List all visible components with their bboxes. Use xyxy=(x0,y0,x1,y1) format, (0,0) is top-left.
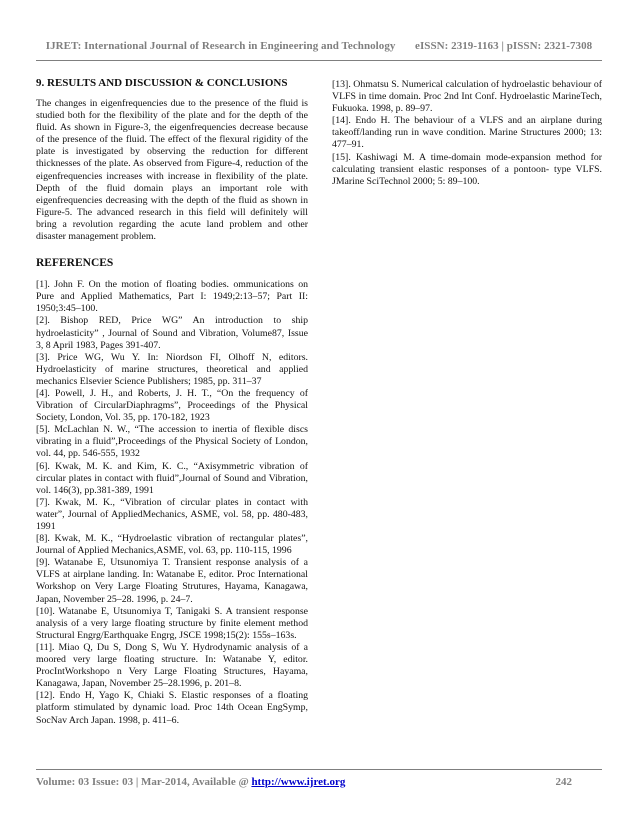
journal-title: IJRET: International Journal of Research in Engineering and Technology xyxy=(45,40,396,52)
reference-item: [14]. Endo H. The behaviour of a VLFS and an airplane during takeoff/landing run in wave condition. Marine Structures 2000; 13: 477–91. xyxy=(332,115,602,151)
journal-website-link[interactable]: http://www.ijret.org xyxy=(251,776,346,788)
footer-rule xyxy=(36,769,602,770)
left-column xyxy=(36,77,308,727)
section-paragraph: The changes in eigenfrequencies due to the presence of the fluid is studied both for the flexibility of the plate and for the depth of the fluid. As shown in Figure-3, the eigenfrequencies decrease because of the presence of the fluid. The effect of the flexural rigidity of the plate is investigated by observing the reduction for different thicknesses of the plate. As observed from Figure-4, reduction of the eigenfrequencies increases with increase in flexibility of the plate. Depth of the fluid domain plays an important role with eigenfrequencies decreasing with the depth of the fluid as shown in Figure-5. The advanced research in this field will definitely will bring a revolution regarding the acute land problem and other disaster management problem. xyxy=(36,98,308,243)
reference-item: [8]. Kwak, M. K., “Hydroelastic vibration of rectangular plates”, Journal of Applied Mechanics,ASME, vol. 63, pp. 110-115, 1996 xyxy=(36,533,308,557)
header-rule xyxy=(36,60,602,61)
right-column xyxy=(332,79,602,188)
issn-text: eISSN: 2319-1163 | pISSN: 2321-7308 xyxy=(415,40,593,52)
references-heading: REFERENCES xyxy=(36,257,114,270)
section-heading: 9. RESULTS AND DISCUSSION & CONCLUSIONS xyxy=(36,77,288,89)
reference-item: [10]. Watanabe E, Utsunomiya T, Tanigaki S. A transient response analysis of a very large floating structure by finite element method Structural Engrg/Earthquake Engrg, JSCE 1998;15(2): 155s–163s. xyxy=(36,605,308,641)
reference-item: [1]. John F. On the motion of floating bodies. ommunications on Pure and Applied Mathematics, Part I: 1949;2:13–57; Part II: 1950;3:45–100. xyxy=(36,279,308,315)
reference-item: [7]. Kwak, M. K., “Vibration of circular plates in contact with water”, Journal of AppliedMechanics, ASME, vol. 58, pp. 480-483, 1991 xyxy=(36,496,308,532)
reference-item: [5]. McLachlan N. W., “The accession to inertia of flexible discs vibrating in a fluid”,Proceedings of the Physical Society of London, vol. 44, pp. 546-555, 1932 xyxy=(36,424,308,460)
running-header xyxy=(0,40,638,52)
page-number: 242 xyxy=(555,776,572,788)
footer-info xyxy=(36,776,345,788)
reference-item: [13]. Ohmatsu S. Numerical calculation of hydroelastic behaviour of VLFS in time domain. Proc 2nd Int Conf. Hydroelastic MarineTech, Fukuoka. 1998, p. 89–97. xyxy=(332,79,602,115)
reference-item: [12]. Endo H, Yago K, Chiaki S. Elastic responses of a floating platform stimulated by dynamic load. Proc 14th Ocean EngSymp, SocNav Arch Japan. 1998, p. 411–6. xyxy=(36,690,308,726)
reference-item: [6]. Kwak, M. K. and Kim, K. C., “Axisymmetric vibration of circular plates in contact with fluid”,Journal of Sound and Vibration, vol. 146(3), pp.381-389, 1991 xyxy=(36,460,308,496)
footer-issue-text: Volume: 03 Issue: 03 | Mar-2014, Available @ xyxy=(36,776,252,788)
reference-item: [11]. Miao Q, Du S, Dong S, Wu Y. Hydrodynamic analysis of a moored very large floating structure. In: Watanabe Y, editor. ProcIntWorkshopo n Very Large Floating Structures, Hayama, Kanagawa, Japan, November 25–28.1996, p. 201–8. xyxy=(36,641,308,690)
reference-item: [4]. Powell, J. H., and Roberts, J. H. T., “On the frequency of Vibration of CircularDiaphragms”, Proceedings of the Physical Society, London, Vol. 35, pp. 170-182, 1923 xyxy=(36,387,308,424)
reference-item: [3]. Price WG, Wu Y. In: Niordson FI, Olhoff N, editors. Hydroelasticity of marine structures, theoretical and applied mechanics Elsevier Science Publishers; 1985, pp. 311–37 xyxy=(36,351,308,387)
reference-item: [2]. Bishop RED, Price WG” An introduction to ship hydroelasticity” , Journal of Sound and Vibration, Volume87, Issue 3, 8 April 1983, Pages 391-407. xyxy=(36,315,308,351)
reference-item: [9]. Watanabe E, Utsunomiya T. Transient response analysis of a VLFS at airplane landing. In: Watanabe E, editor. Proc International Workshop on Very Large Floating Strutures, Hayama, Kanagawa, Japan, November 25–28. 1996, p. 24–7. xyxy=(36,557,308,605)
reference-item: [15]. Kashiwagi M. A time-domain mode-expansion method for calculating transient elastic responses of a pontoon- type VLFS. JMarine SciTechnol 2000; 5: 89–100. xyxy=(332,151,602,187)
